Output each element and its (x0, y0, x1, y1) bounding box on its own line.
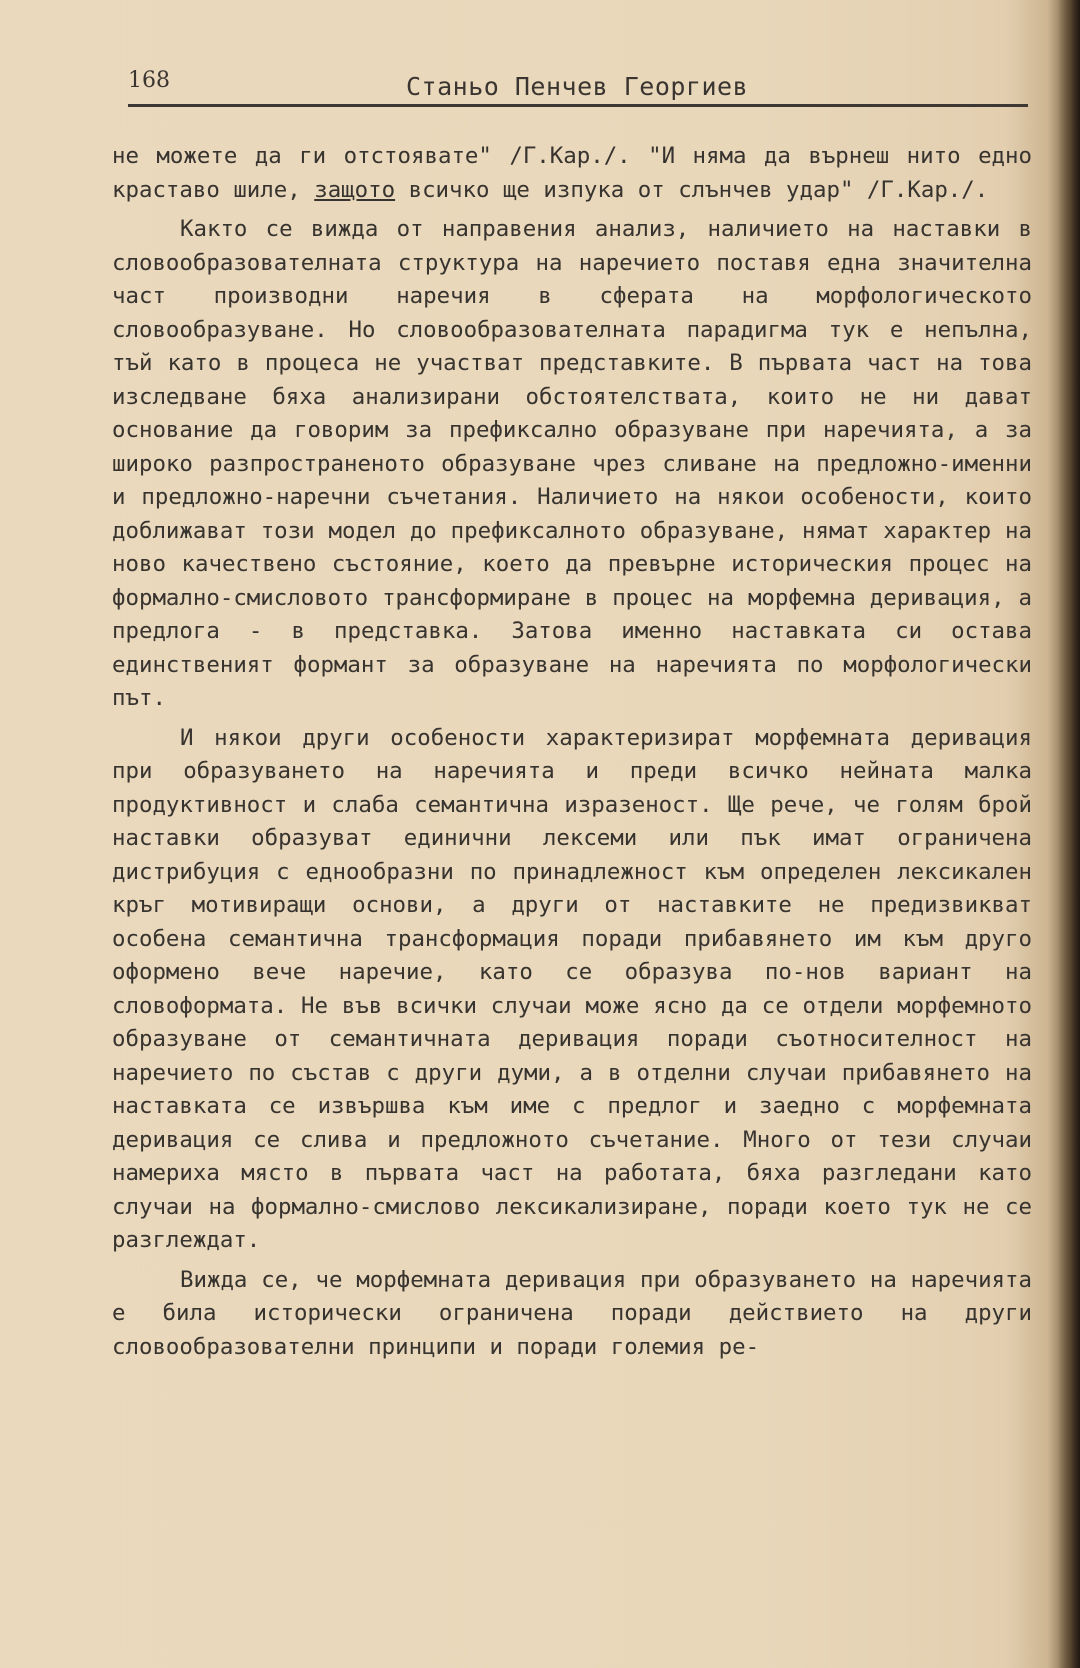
paragraph-1 (112, 140, 1032, 207)
paragraph-1-text-start: не можете да ги отстоявате" /Г.Кар./. "И няма да върнеш нито едно краставо шиле, (112, 143, 1032, 203)
underlined-word: защото (314, 176, 396, 203)
paragraph-3: И някои други особености характеризират морфемната деривация при образуването на наречията и преди всичко нейната малка продуктивност и слаба семантична изразеност. Ще рече, че голям брой наставки образуват единични лексеми или пък имат ограничена дистрибуция с еднообразни по принадлежност към определен лексикален кръг мотивиращи основи, а други от наставките не предизвикват особена семантична трансформация поради прибавянето им към друго оформено вече наречие, като се образува по-нов вариант на словоформата. Не във всички случаи може ясно да се отдели морфемното образуване от семантичната деривация поради съотносителност на наречието по състав с други думи, а в отделни случаи прибавянето на наставката се извършва към име с предлог и заедно с морфемната деривация се слива и предложното съчетание. Много от тези случаи намериха място в първата част на работата, бяха разгледани като случаи на формално-смислово лексикализиране, поради което тук не се разглеждат. (112, 724, 1032, 1253)
paragraph-2: Както се вижда от направения анализ, наличието на наставки в словообразователната структура на наречието поставя една значителна част производни наречия в сферата на морфологическото словообразуване. Но словообразователната парадигма тук е непълна, тъй като в процеса не участват представките. В първата част на това изследване бяха анализирани обстоятелствата, които не ни дават основание да говорим за префиксално образуване при наречията, а за широко разпространеното образуване чрез сливане на предложно-именни и предложно-наречни съчетания. Наличието на някои особености, които доближават този модел до префиксалното образуване, нямат характер на ново качествено състояние, което да превърне историческия процес на формално-смисловото трансформиране в процес на морфемна деривация, а предлога - в представка. Затова именно наставката си остава единственият формант за образуване на наречията по морфологически път. (112, 216, 1032, 711)
body-text (112, 140, 1032, 1364)
page-number: 168 (128, 68, 170, 93)
running-head: Станьо Пенчев Георгиев (406, 72, 749, 101)
page-header (128, 62, 1028, 106)
header-rule (128, 104, 1028, 107)
paragraph-4: Вижда се, че морфемната деривация при образуването на наречията е била исторически ограничена поради действието на други словообразователни принципи и поради големия ре- (112, 1266, 1032, 1360)
spine-shadow (1058, 0, 1080, 1668)
paragraph-1-text-end: всичко ще изпука от слънчев удар" /Г.Кар./. (395, 176, 989, 203)
